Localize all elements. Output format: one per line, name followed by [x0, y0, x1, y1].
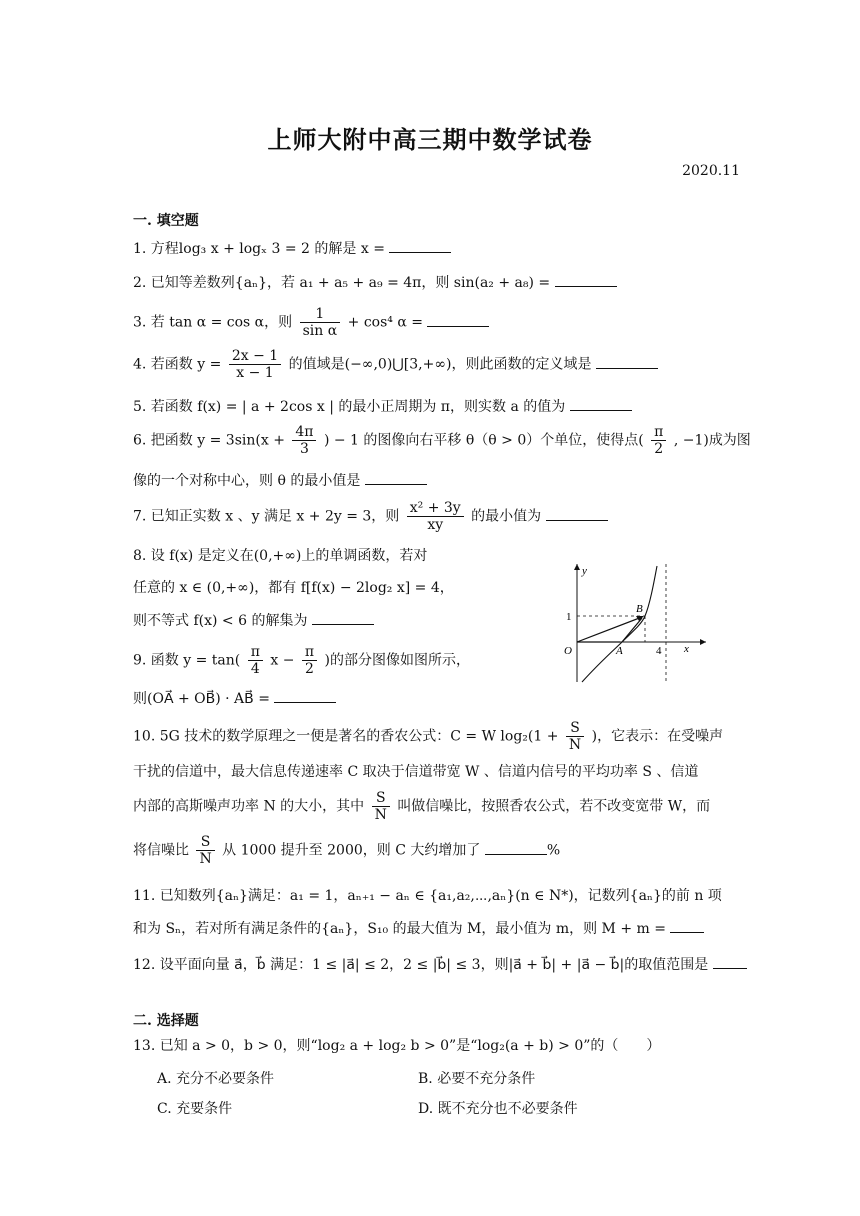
problem-10-text-a: 10. 5G 技术的数学原理之一便是著名的香农公式：C = W log₂(1 + — [133, 728, 559, 745]
answer-blank[interactable] — [365, 470, 427, 485]
problem-10-text-e: 叫做信噪比，按照香农公式，若不改变宽带 W，而 — [397, 798, 711, 815]
problem-9 — [133, 644, 470, 677]
problem-9-text-a: 9. 函数 y = tan( — [133, 652, 241, 669]
option-D[interactable]: D. 既不充分也不必要条件 — [418, 1101, 578, 1117]
problem-6-text-b: ) − 1 的图像向右平移 θ（θ > 0）个单位，使得点( — [323, 432, 644, 449]
problem-10-line-4 — [133, 834, 560, 867]
problem-1-text: 1. 方程log₃ x + logₓ 3 = 2 的解是 x = — [133, 241, 385, 257]
denominator: N — [374, 807, 387, 823]
fraction — [302, 644, 317, 677]
answer-blank[interactable] — [713, 954, 747, 969]
fraction — [566, 720, 584, 753]
answer-blank[interactable] — [312, 610, 374, 625]
fraction — [372, 790, 390, 823]
problem-5-text: 5. 若函数 f(x) = | a + 2cos x | 的最小正周期为 π，则实数 a 的值为 — [133, 399, 566, 415]
fraction — [248, 644, 263, 677]
problem-10-line-2: 干扰的信道中，最大信息传递速率 C 取决于信道带宽 W 、信道内信号的平均功率 S 、信道 — [133, 764, 699, 780]
fraction — [300, 306, 341, 339]
problem-9-text-d: 则(OA⃗ + OB⃗) · AB⃗ = — [133, 691, 270, 707]
numerator: x² + 3y — [407, 500, 464, 517]
numerator: S — [196, 834, 214, 851]
problem-8-line-2: 任意的 x ∈ (0,+∞)，都有 f[f(x) − 2log₂ x] = 4， — [133, 580, 454, 596]
problem-3-text-b: + cos⁴ α = — [347, 314, 423, 331]
problem-10 — [133, 720, 723, 753]
tangent-graph-figure — [560, 558, 710, 688]
denominator: 4 — [250, 661, 260, 677]
fraction — [407, 500, 464, 533]
problem-7 — [133, 500, 608, 533]
problem-7-text-a: 7. 已知正实数 x 、y 满足 x + 2y = 3，则 — [133, 508, 400, 525]
option-C[interactable]: C. 充要条件 — [157, 1101, 233, 1117]
option-B[interactable]: B. 必要不充分条件 — [418, 1071, 536, 1087]
tangent-curve — [582, 566, 657, 682]
problem-10-text-d: 内部的高斯噪声功率 N 的大小，其中 — [133, 798, 365, 815]
x-axis-arrow — [700, 639, 706, 645]
numerator: S — [372, 790, 390, 807]
answer-blank[interactable] — [546, 506, 608, 521]
problem-4 — [133, 348, 658, 381]
numerator: 2x − 1 — [229, 348, 281, 365]
denominator: xy — [427, 517, 444, 533]
answer-blank[interactable] — [389, 238, 451, 253]
fraction — [229, 348, 281, 381]
numerator: S — [566, 720, 584, 737]
denominator: 2 — [305, 661, 314, 677]
origin-label: O — [564, 645, 572, 657]
answer-blank[interactable] — [274, 688, 336, 703]
problem-6-text-d: 像的一个对称中心，则 θ 的最小值是 — [133, 473, 361, 489]
problem-7-text-b: 的最小值为 — [471, 508, 542, 525]
numerator: π — [651, 424, 666, 441]
exam-date: 2020.11 — [682, 163, 740, 179]
problem-11-line-2 — [133, 918, 704, 939]
denominator: N — [568, 737, 582, 753]
denominator: sin α — [302, 323, 338, 339]
tick-label-1: 1 — [566, 611, 572, 623]
problem-12 — [133, 954, 747, 975]
problem-6-cont — [133, 470, 427, 491]
problem-9-text-c: )的部分图像如图所示， — [324, 652, 471, 669]
y-axis-label: y — [582, 565, 587, 577]
option-A[interactable]: A. 充分不必要条件 — [157, 1071, 275, 1087]
answer-blank[interactable] — [555, 272, 617, 287]
problem-11-text-b: 和为 Sₙ，若对所有满足条件的{aₙ}，S₁₀ 的最大值为 M，最小值为 m，则 M + m = — [133, 921, 666, 937]
problem-10-text-f: 将信噪比 — [133, 842, 189, 859]
numerator: π — [248, 644, 263, 661]
problem-10-text-b: )，它表示：在受噪声 — [591, 728, 724, 745]
problem-3 — [133, 306, 489, 339]
problem-4-text-b: 的值域是(−∞,0)⋃[3,+∞)，则此函数的定义域是 — [288, 356, 592, 373]
numerator: 4π — [292, 424, 316, 441]
problem-10-line-3 — [133, 790, 710, 823]
problem-4-text-a: 4. 若函数 y = — [133, 356, 222, 373]
problem-10-text-g: 从 1000 提升至 2000，则 C 大约增加了 — [222, 842, 481, 859]
percent-sign: % — [546, 842, 561, 859]
problem-6-text-c: , −1)成为图 — [673, 432, 751, 449]
point-A-label: A — [616, 645, 623, 657]
answer-blank[interactable] — [596, 354, 658, 369]
section-choice-heading: 二. 选择题 — [133, 1013, 199, 1029]
x-axis-label: x — [684, 643, 689, 655]
fraction — [196, 834, 214, 867]
problem-5 — [133, 396, 632, 417]
section-fill-heading: 一. 填空题 — [133, 213, 199, 229]
problem-8-line-1: 8. 设 f(x) 是定义在(0,+∞)上的单调函数，若对 — [133, 548, 428, 564]
denominator: 2 — [654, 441, 664, 457]
answer-blank[interactable] — [485, 840, 547, 855]
denominator: 3 — [299, 441, 309, 457]
denominator: N — [199, 851, 212, 867]
y-axis-arrow — [574, 564, 580, 570]
problem-1 — [133, 238, 451, 259]
fraction — [292, 424, 316, 457]
problem-12-text: 12. 设平面向量 a⃗，b⃗ 满足：1 ≤ |a⃗| ≤ 2，2 ≤ |b⃗| ≤ 3，则|a⃗ + b⃗| + |a⃗ − b⃗|的取值范围是 — [133, 957, 709, 973]
problem-11-line-1: 11. 已知数列{aₙ}满足：a₁ = 1，aₙ₊₁ − aₙ ∈ {a₁,a₂,⋯,aₙ}(n ∈ N*)，记数列{aₙ}的前 n 项 — [133, 888, 722, 904]
problem-13: 13. 已知 a > 0，b > 0，则“log₂ a + log₂ b > 0”是“log₂(a + b) > 0”的（ ） — [133, 1038, 661, 1054]
denominator: x − 1 — [236, 365, 274, 381]
problem-8-text-c: 则不等式 f(x) < 6 的解集为 — [133, 613, 308, 629]
numerator: 1 — [300, 306, 341, 323]
answer-blank[interactable] — [427, 312, 489, 327]
page-title: 上师大附中高三期中数学试卷 — [267, 125, 593, 154]
answer-blank[interactable] — [670, 918, 704, 933]
problem-9-text-b: x − — [270, 652, 295, 669]
problem-2 — [133, 272, 617, 293]
answer-blank[interactable] — [570, 396, 632, 411]
vector-AB — [622, 618, 642, 642]
numerator: π — [302, 644, 317, 661]
tick-label-4: 4 — [656, 645, 662, 657]
problem-2-text: 2. 已知等差数列{aₙ}，若 a₁ + a₅ + a₉ = 4π，则 sin(a₂ + a₈) = — [133, 275, 551, 291]
point-B-label: B — [636, 603, 643, 615]
problem-3-text-a: 3. 若 tan α = cos α，则 — [133, 314, 293, 331]
problem-6-text-a: 6. 把函数 y = 3sin(x + — [133, 432, 285, 449]
problem-9-cont — [133, 688, 336, 709]
problem-6 — [133, 424, 751, 457]
problem-8-line-3 — [133, 610, 374, 631]
fraction — [651, 424, 666, 457]
